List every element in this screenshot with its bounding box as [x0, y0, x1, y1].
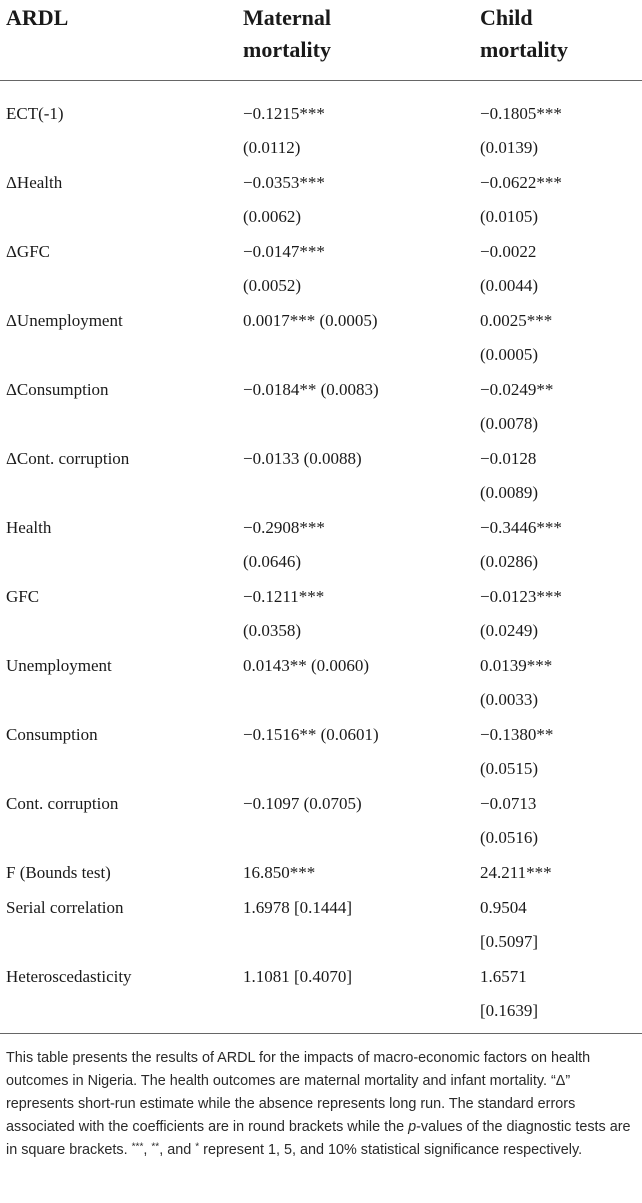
- footnote-sep-1: ,: [143, 1142, 152, 1158]
- footnote-text-3: represent 1, 5, and 10% statistical significance respectively.: [199, 1142, 583, 1158]
- maternal-coef: −0.0147***: [243, 242, 325, 261]
- table-row: [0, 580, 642, 648]
- child-se: (0.0044): [480, 276, 539, 295]
- child-se: [0.1639]: [480, 1001, 539, 1020]
- child-coef: −0.3446***: [480, 518, 562, 537]
- header-maternal-line1: Maternal: [243, 5, 331, 30]
- maternal-value: [243, 960, 473, 994]
- footnote-sup-1: ***: [131, 1141, 144, 1153]
- header-ardl: ARDL: [6, 5, 69, 30]
- row-label: Serial correlation: [6, 898, 124, 917]
- header-child-mortality: [480, 2, 640, 66]
- row-label: Consumption: [6, 725, 98, 744]
- footnote-p-italic: p: [408, 1119, 417, 1135]
- child-value: [480, 511, 640, 579]
- row-label: F (Bounds test): [6, 863, 111, 882]
- table-row: [0, 235, 642, 303]
- table-row: [0, 718, 642, 786]
- child-se: (0.0105): [480, 207, 539, 226]
- child-se: [0.5097]: [480, 932, 539, 951]
- row-label: Health: [6, 518, 52, 537]
- child-value: [480, 97, 640, 165]
- child-coef: −0.0622***: [480, 173, 562, 192]
- child-value: [480, 304, 640, 372]
- maternal-se: (0.0112): [243, 138, 301, 157]
- child-coef: −0.0128: [480, 449, 537, 468]
- child-value: [480, 960, 640, 1028]
- maternal-coef: 0.0017*** (0.0005): [243, 311, 378, 330]
- maternal-coef: −0.2908***: [243, 518, 325, 537]
- maternal-value: [243, 891, 473, 925]
- footnote-sup-3: *: [195, 1141, 200, 1153]
- maternal-coef: 16.850***: [243, 863, 316, 882]
- table-row: [0, 166, 642, 234]
- child-value: [480, 580, 640, 648]
- maternal-value: [243, 718, 473, 752]
- maternal-se: (0.0052): [243, 276, 302, 295]
- child-coef: −0.1805***: [480, 104, 562, 123]
- child-se: (0.0033): [480, 690, 539, 709]
- maternal-value: [243, 304, 473, 338]
- row-label: GFC: [6, 587, 40, 606]
- table-bottom-rule: [0, 1033, 642, 1034]
- child-se: (0.0515): [480, 759, 539, 778]
- row-label: ΔHealth: [6, 173, 63, 192]
- child-coef: 0.0139***: [480, 656, 553, 675]
- maternal-value: [243, 856, 473, 890]
- maternal-se: (0.0358): [243, 621, 302, 640]
- maternal-value: [243, 442, 473, 476]
- footnote-text-2: -values of the diagnostic tests are in square brackets.: [6, 1119, 631, 1158]
- maternal-se: (0.0062): [243, 207, 302, 226]
- maternal-value: [243, 787, 473, 821]
- child-se: (0.0286): [480, 552, 539, 571]
- table-row: [0, 891, 642, 959]
- header-child-line1: Child: [480, 5, 533, 30]
- child-value: [480, 891, 640, 959]
- child-coef: −0.0022: [480, 242, 537, 261]
- child-value: [480, 373, 640, 441]
- child-coef: −0.0249**: [480, 380, 554, 399]
- header-maternal-line2: mortality: [243, 37, 331, 62]
- maternal-value: [243, 97, 473, 165]
- child-coef: −0.1380**: [480, 725, 554, 744]
- maternal-value: [243, 166, 473, 234]
- row-label: Unemployment: [6, 656, 112, 675]
- maternal-se: (0.0646): [243, 552, 302, 571]
- child-se: (0.0078): [480, 414, 539, 433]
- table-row: [0, 373, 642, 441]
- table-row: [0, 304, 642, 372]
- maternal-value: [243, 511, 473, 579]
- row-label: ΔConsumption: [6, 380, 109, 399]
- child-coef: 0.9504: [480, 898, 527, 917]
- child-coef: 24.211***: [480, 863, 552, 882]
- header-maternal-mortality: [243, 2, 473, 66]
- child-value: [480, 166, 640, 234]
- maternal-coef: −0.1097 (0.0705): [243, 794, 362, 813]
- maternal-coef: −0.1211***: [243, 587, 325, 606]
- table-row: [0, 649, 642, 717]
- footnote-text-1: This table presents the results of ARDL for the impacts of macro-economic factors on health outcomes in Nigeria. The health outcomes are maternal mortality and infant mortality. “Δ” represents short-run estimate while the absence represents long run. The standard errors associated with the coefficients are in round brackets while the: [6, 1050, 591, 1135]
- table-row: [0, 787, 642, 855]
- child-value: [480, 442, 640, 510]
- child-se: (0.0139): [480, 138, 539, 157]
- child-value: [480, 718, 640, 786]
- table-row: [0, 960, 642, 1028]
- table-row: [0, 511, 642, 579]
- child-value: [480, 235, 640, 303]
- row-label: Heteroscedasticity: [6, 967, 132, 986]
- row-label: ΔCont. corruption: [6, 449, 130, 468]
- child-coef: −0.0713: [480, 794, 537, 813]
- table-row: [0, 442, 642, 510]
- child-value: [480, 856, 640, 890]
- maternal-coef: −0.0353***: [243, 173, 325, 192]
- child-value: [480, 787, 640, 855]
- row-label: ΔUnemployment: [6, 311, 123, 330]
- footnote-sep-2: , and: [159, 1142, 196, 1158]
- table-row: [0, 97, 642, 165]
- maternal-coef: −0.1516** (0.0601): [243, 725, 379, 744]
- table-footnote: [6, 1047, 634, 1162]
- maternal-coef: −0.1215***: [243, 104, 325, 123]
- maternal-coef: −0.0133 (0.0088): [243, 449, 362, 468]
- maternal-value: [243, 373, 473, 407]
- table-row: [0, 856, 642, 890]
- child-coef: 0.0025***: [480, 311, 553, 330]
- maternal-coef: 1.6978 [0.1444]: [243, 898, 353, 917]
- maternal-coef: 1.1081 [0.4070]: [243, 967, 353, 986]
- child-se: (0.0249): [480, 621, 539, 640]
- maternal-value: [243, 580, 473, 648]
- table-header: [0, 0, 642, 81]
- child-se: (0.0089): [480, 483, 539, 502]
- maternal-coef: 0.0143** (0.0060): [243, 656, 370, 675]
- row-label: Cont. corruption: [6, 794, 119, 813]
- child-coef: 1.6571: [480, 967, 527, 986]
- footnote-sup-2: **: [151, 1141, 160, 1153]
- header-child-line2: mortality: [480, 37, 568, 62]
- child-se: (0.0005): [480, 345, 539, 364]
- maternal-value: [243, 235, 473, 303]
- child-coef: −0.0123***: [480, 587, 562, 606]
- child-value: [480, 649, 640, 717]
- row-label: ECT(-1): [6, 104, 64, 123]
- maternal-coef: −0.0184** (0.0083): [243, 380, 379, 399]
- child-se: (0.0516): [480, 828, 539, 847]
- maternal-value: [243, 649, 473, 683]
- row-label: ΔGFC: [6, 242, 51, 261]
